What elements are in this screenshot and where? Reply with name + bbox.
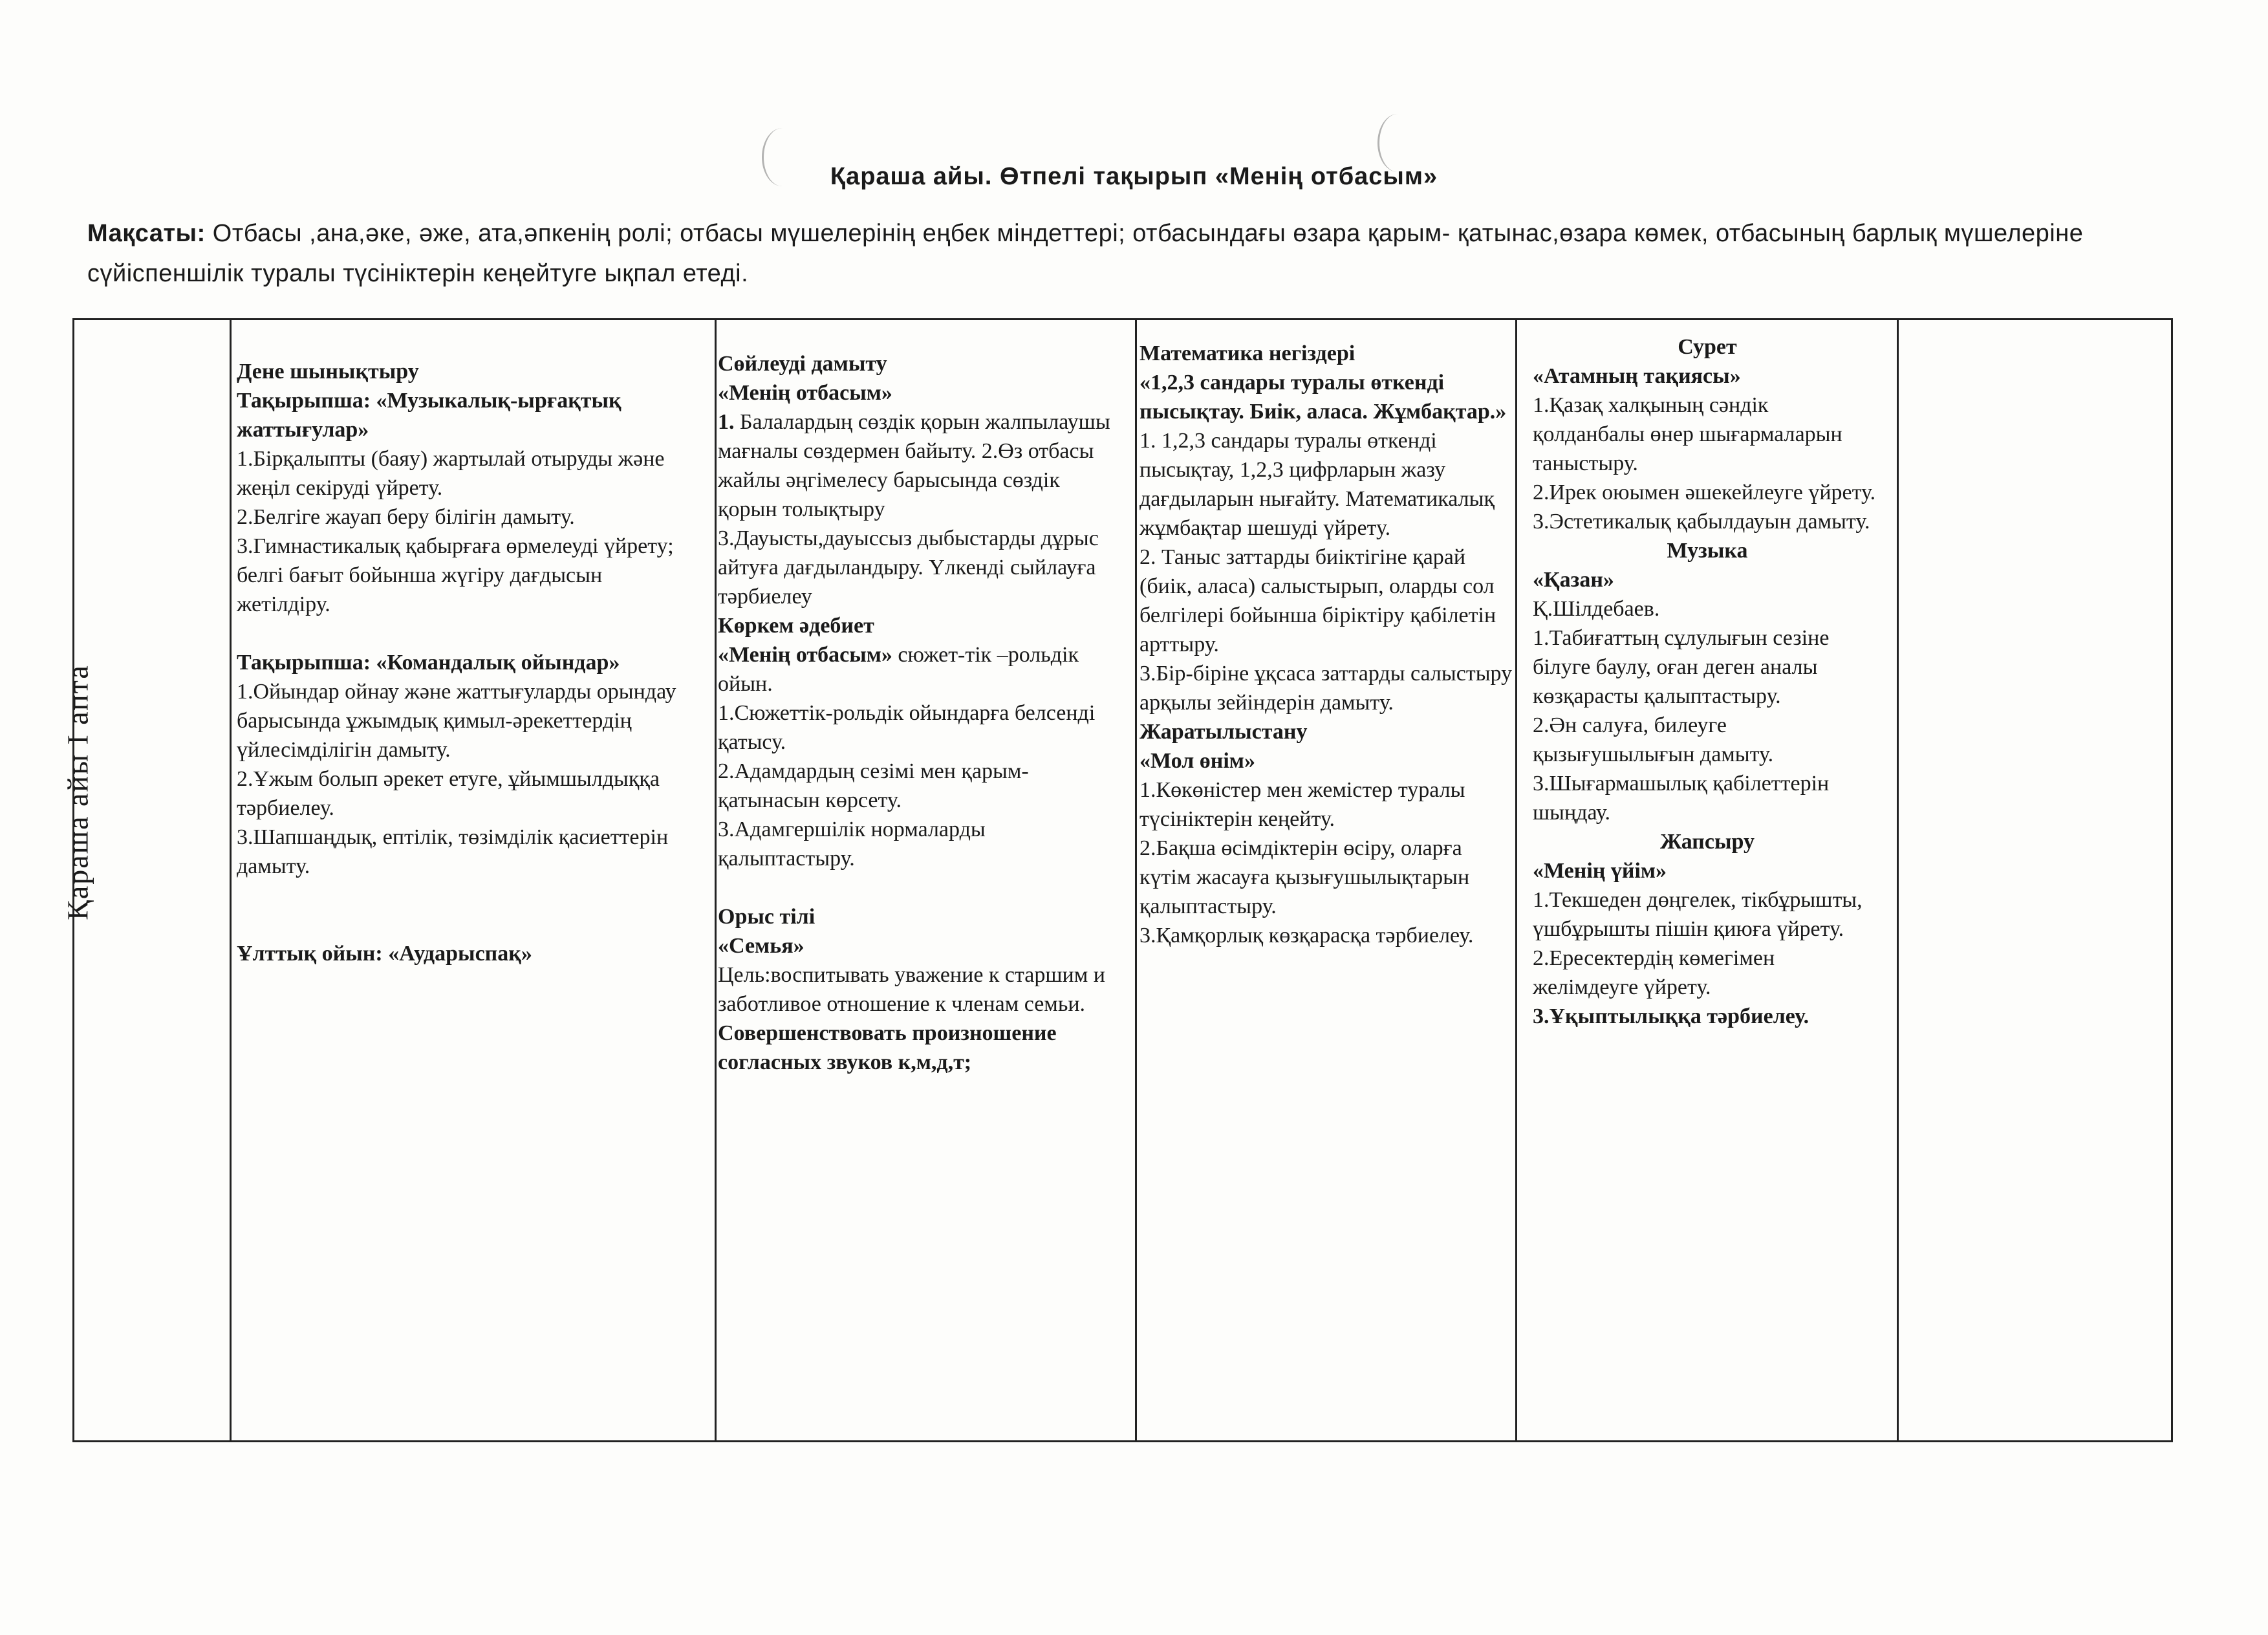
topic-tail: сюжет-тік –рольдік ойын.: [718, 643, 1079, 696]
list-item: 3.Қамқорлық көзқарасқа тәрбиелеу.: [1139, 924, 1474, 947]
subject-heading: Математика негіздері: [1139, 341, 1355, 365]
subject-heading: Сөйлеуді дамыту: [718, 352, 887, 376]
topic-heading: «Менің үйім»: [1533, 859, 1667, 883]
list-item: 3.Шығармашылық қабілеттерін шыңдау.: [1533, 772, 1830, 825]
cell-speech-development: [718, 349, 1122, 1077]
list-item: 1.Көкөністер мен жемістер туралы түсініктерін кеңейту.: [1139, 778, 1465, 831]
list-item: 2.Бақша өсімдіктерін өсіру, оларға күтім жасауға қызығушылықтарын қалыптастыру.: [1139, 836, 1470, 918]
goal-text: Отбасы ,ана,әке, әже, ата,әпкенің ролі; отбасы мүшелерінің еңбек міндеттері; отбасындағы өзара қарым- қатынас,өзара көмек, отбасының барлық мүшелеріне сүйіспеншілік туралы түсініктерін кеңейтуге ықпал етеді.: [87, 220, 2084, 287]
list-item: 2.Ирек оюымен әшекейлеуге үйрету.: [1533, 481, 1876, 504]
cell-mathematics: [1139, 339, 1515, 950]
goal-paragraph: [87, 213, 2183, 294]
subject-heading: Жапсыру: [1659, 830, 1755, 854]
topic-heading: «Қазан»: [1533, 568, 1614, 592]
cell-physical-education: [237, 357, 699, 968]
item-number: 1.: [718, 410, 735, 434]
list-item: 1.Бірқалыпты (баяу) жартылай отыруды және жеңіл секіруді үйрету.: [237, 447, 665, 500]
column-divider: [1135, 318, 1137, 1442]
topic-line: [718, 640, 1122, 698]
topic-heading: Тақырыпша: «Командалық ойындар»: [237, 651, 620, 675]
list-item: 1. 1,2,3 сандары туралы өткенді пысықтау, 1,2,3 цифрларын жазу дағдыларын нығайту. Математикалық жұмбақтар шешуді үйрету.: [1139, 429, 1495, 540]
list-item: 3.Дауысты,дауыссыз дыбыстарды дұрыс айтуға дағдыландыру. Үлкенді сыйлауға тәрбиелеу: [718, 526, 1099, 609]
column-divider: [715, 318, 717, 1442]
topic-heading: «Мол өнім»: [1139, 749, 1255, 773]
subject-heading: Көркем әдебиет: [718, 614, 874, 638]
list-item: 2.Ән салуға, билеуге қызығушылығын дамыту.: [1533, 713, 1774, 766]
list-item: 3.Бір-біріне ұқсаса заттарды салыстыру арқылы зейіндерін дамыту.: [1139, 662, 1513, 715]
list-item: 2.Ұжым болып әрекет етуге, ұйымшылдыққа тәрбиелеу.: [237, 767, 660, 820]
topic-heading: «Семья»: [718, 934, 805, 958]
topic-heading: «Менің отбасым»: [718, 643, 892, 667]
list-item: 1.Ойындар ойнау және жаттығуларды орындау барысында ұжымдық қимыл-әрекеттердің үйлесімділігін дамыту.: [237, 680, 676, 762]
list-item: 1.Сюжеттік-рольдік ойындарға белсенді қатысу.: [718, 701, 1096, 754]
author: Қ.Шілдебаев.: [1533, 597, 1660, 621]
national-game: Ұлттық ойын: «Аударыспақ»: [237, 942, 532, 966]
goal-text: Цель:воспитывать уважение к старшим и заботливое отношение к членам семьи.: [718, 963, 1105, 1016]
week-label: Қараша айы І апта: [61, 664, 94, 920]
list-item: 2.Адамдардың сезімі мен қарым-қатынасын көрсету.: [718, 759, 1029, 812]
subject-heading: Сурет: [1678, 335, 1737, 359]
list-item: 1.Табиғаттың сұлулығын сезіне білуге баулу, оған деген аналы көзқарасты қалыптастыру.: [1533, 626, 1830, 708]
list-item: 2.Белгіге жауап беру білігін дамыту.: [237, 505, 575, 529]
list-item: [718, 407, 1122, 524]
subject-heading: Орыс тілі: [718, 905, 815, 929]
list-item: 3.Шапшаңдық, ептілік, төзімділік қасиеттерін дамыту.: [237, 825, 669, 878]
list-item: 3.Ұқыптылыққа тәрбиелеу.: [1533, 1004, 1809, 1028]
page-title: Қараша айы. Өтпелі тақырып «Менің отбасым»: [830, 163, 1438, 190]
topic-heading: «1,2,3 сандары туралы өткенді пысықтау. Биік, аласа. Жұмбақтар.»: [1139, 371, 1507, 424]
topic-heading: «Атамның тақиясы»: [1533, 364, 1741, 388]
list-item: 1.Текшеден дөңгелек, тікбұрышты, үшбұрышты пішін қиюға үйрету.: [1533, 888, 1863, 941]
list-item: 3.Эстетикалық қабылдауын дамыту.: [1533, 510, 1870, 534]
goal-label: Мақсаты:: [87, 220, 206, 247]
list-item: 1.Қазақ халқының сәндік қолданбалы өнер шығармаларын таныстыру.: [1533, 393, 1842, 475]
column-divider: [1897, 318, 1899, 1442]
topic-heading: «Менің отбасым»: [718, 381, 892, 405]
goal-text-bold: Совершенствовать произношение согласных звуков к,м,д,т;: [718, 1021, 1057, 1074]
item-text: Балалардың сөздік қорын жалпылаушы мағналы сөздермен байыту. 2.Өз отбасы жайлы әңгімелесу барысында сөздік қорын толықтыру: [718, 410, 1110, 521]
list-item: 3.Адамгершілік нормаларды қалыптастыру.: [718, 817, 986, 871]
column-divider: [1515, 318, 1517, 1442]
list-item: 2. Таныс заттарды биіктігіне қарай (биік, аласа) салыстырып, оларды сол белгілері бойынша біріктіру қабілетін арттыру.: [1139, 545, 1496, 656]
column-divider: [230, 318, 232, 1442]
list-item: 2.Ересектердің көмегімен желімдеуге үйрету.: [1533, 946, 1775, 999]
cell-art: [1533, 332, 1882, 1031]
subject-heading: Дене шынықтыру: [237, 360, 419, 384]
subject-heading: Жаратылыстану: [1139, 720, 1308, 744]
topic-heading: Тақырыпша: «Музыкалық-ырғақтық жаттығулар»: [237, 389, 621, 442]
list-item: 3.Гимнастикалық қабырғаға өрмелеуді үйрету; белгі бағыт бойынша жүгіру дағдысын жетілдіру.: [237, 534, 674, 616]
subject-heading: Музыка: [1667, 539, 1748, 563]
